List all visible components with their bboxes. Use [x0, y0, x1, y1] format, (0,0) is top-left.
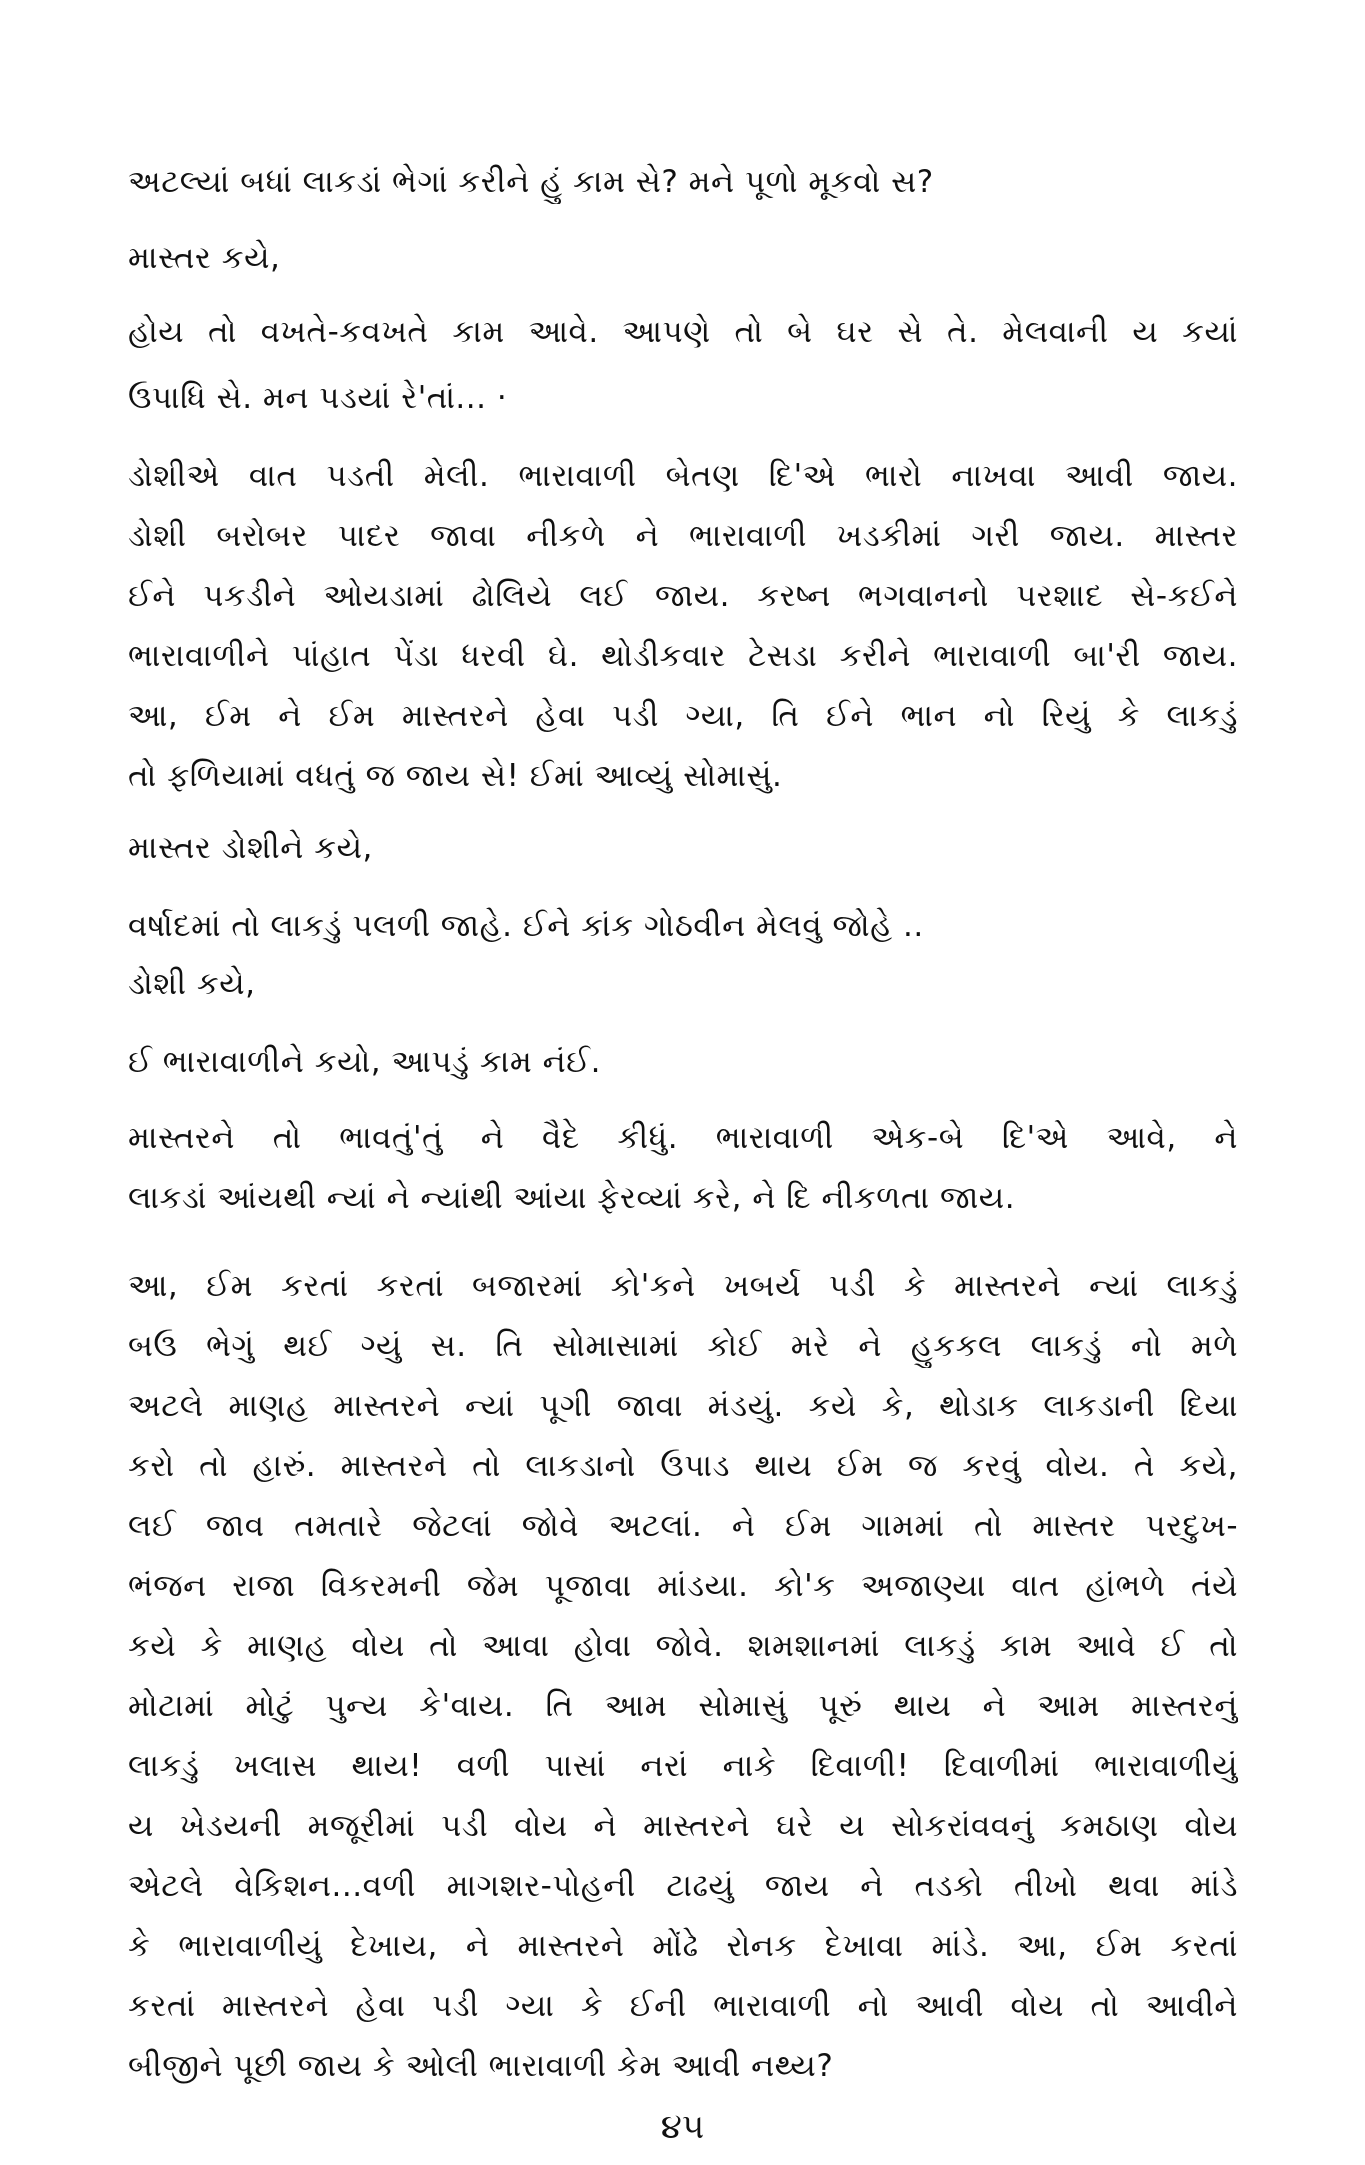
text-line: ભારાવાળીને પાંહાત પેંડા ધરવી ઘે. થોડીકવાર ટેસડા કરીને ભારાવાળી બા'રી જાય. [128, 638, 1238, 674]
text-line: બીજીને પૂછી જાય કે ઓલી ભારાવાળી કેમ આવી નથ્ય? [128, 2048, 834, 2084]
text-line: ઈને પકડીને ઓયડામાં ઢોલિયે લઈ જાય. કરષ્ન ભગવાનનો પરશાદ સે-કઈને [128, 578, 1238, 614]
text-line: લઈ જાવ તમતારે જેટલાં જોવે અટલાં. ને ઈમ ગામમાં તો માસ્તર પરદુખ- [128, 1508, 1238, 1544]
text-line: કે ભારાવાળીયું દેખાય, ને માસ્તરને મોંઢે રોનક દેખાવા માંડે. આ, ઈમ કરતાં [128, 1928, 1238, 1964]
dialogue-speaker-line: માસ્તર ડોશીને કયે, [128, 830, 373, 866]
text-line: ડોશી બરોબર પાદર જાવા નીકળે ને ભારાવાળી ખડકીમાં ગરી જાય. માસ્તર [128, 518, 1238, 554]
text-line: એટલે વેકિશન...વળી માગશર-પોહની ટાઢયું જાય ને તડકો તીખો થવા માંડે [128, 1868, 1238, 1904]
dialogue-speaker-line: માસ્તર કયે, [128, 240, 281, 276]
text-line: બઉ ભેગું થઈ ગ્યું સ. તિ સોમાસામાં કોઈ મરે ને હુકકલ લાકડું નો મળે [128, 1328, 1238, 1364]
text-line: અટલ્યાં બધાં લાકડાં ભેગાં કરીને હું કામ સે? મને પૂળો મૂકવો સ? [128, 164, 934, 200]
text-line: હોય તો વખતે-કવખતે કામ આવે. આપણે તો બે ઘર સે તે. મેલવાની ય કયાં [128, 314, 1238, 350]
text-line: આ, ઈમ કરતાં કરતાં બજારમાં કો'કને ખબર્ય પડી કે માસ્તરને ન્યાં લાકડું [128, 1268, 1238, 1304]
text-line: તો ફળિયામાં વધતું જ જાય સે! ઈમાં આવ્યું સોમાસું. [128, 758, 783, 794]
text-line: મોટામાં મોટું પુન્ય કે'વાય. તિ આમ સોમાસું પૂરું થાય ને આમ માસ્તરનું [128, 1688, 1238, 1724]
text-line: માસ્તરને તો ભાવતું'તું ને વૈદે કીધું. ભારાવાળી એક-બે દિ'એ આવે, ને [128, 1120, 1238, 1156]
text-line: કરતાં માસ્તરને હેવા પડી ગ્યા કે ઈની ભારાવાળી નો આવી વોય તો આવીને [128, 1988, 1238, 2024]
text-line: વર્ષાદમાં તો લાકડું પલળી જાહે. ઈને કાંક ગોઠવીન મેલવું જોહે .. [128, 908, 924, 944]
text-line: આ, ઈમ ને ઈમ માસ્તરને હેવા પડી ગ્યા, તિ ઈને ભાન નો રિયું કે લાકડું [128, 698, 1238, 734]
text-line: કયે કે માણહ વોય તો આવા હોવા જોવે. શમશાનમાં લાકડું કામ આવે ઈ તો [128, 1628, 1238, 1664]
dialogue-speaker-line: ડોશી કયે, [128, 966, 256, 1002]
text-line: કરો તો હારું. માસ્તરને તો લાકડાનો ઉપાડ થાય ઈમ જ કરવું વોય. તે કયે, [128, 1448, 1238, 1484]
text-line: અટલે માણહ માસ્તરને ન્યાં પૂગી જાવા મંડયું. કયે કે, થોડાક લાકડાની દિયા [128, 1388, 1238, 1424]
text-line: લાકડાં આંયથી ન્યાં ને ન્યાંથી આંયા ફેરવ્યાં કરે, ને દિ નીકળતા જાય. [128, 1180, 1016, 1216]
text-line: ભંજન રાજા વિકરમની જેમ પૂજાવા માંડયા. કો'ક અજાણ્યા વાત હાંભળે તંયે [128, 1568, 1238, 1604]
text-line: ડોશીએ વાત પડતી મેલી. ભારાવાળી બેતણ દિ'એ ભારો નાખવા આવી જાય. [128, 458, 1238, 494]
text-line: ઉપાધિ સે. મન પડયાં રે'તાં... · [128, 380, 508, 416]
text-line: ઈ ભારાવાળીને કયો, આપડું કામ નંઈ. [128, 1044, 601, 1080]
text-line: લાકડું ખલાસ થાય! વળી પાસાં નરાં નાકે દિવાળી! દિવાળીમાં ભારાવાળીયું [128, 1748, 1238, 1784]
text-line: ય ખેડયની મજૂરીમાં પડી વોય ને માસ્તરને ઘરે ય સોકરાંવવનું કમઠાણ વોય [128, 1808, 1238, 1844]
page-number: ૪૫ [660, 2107, 705, 2147]
